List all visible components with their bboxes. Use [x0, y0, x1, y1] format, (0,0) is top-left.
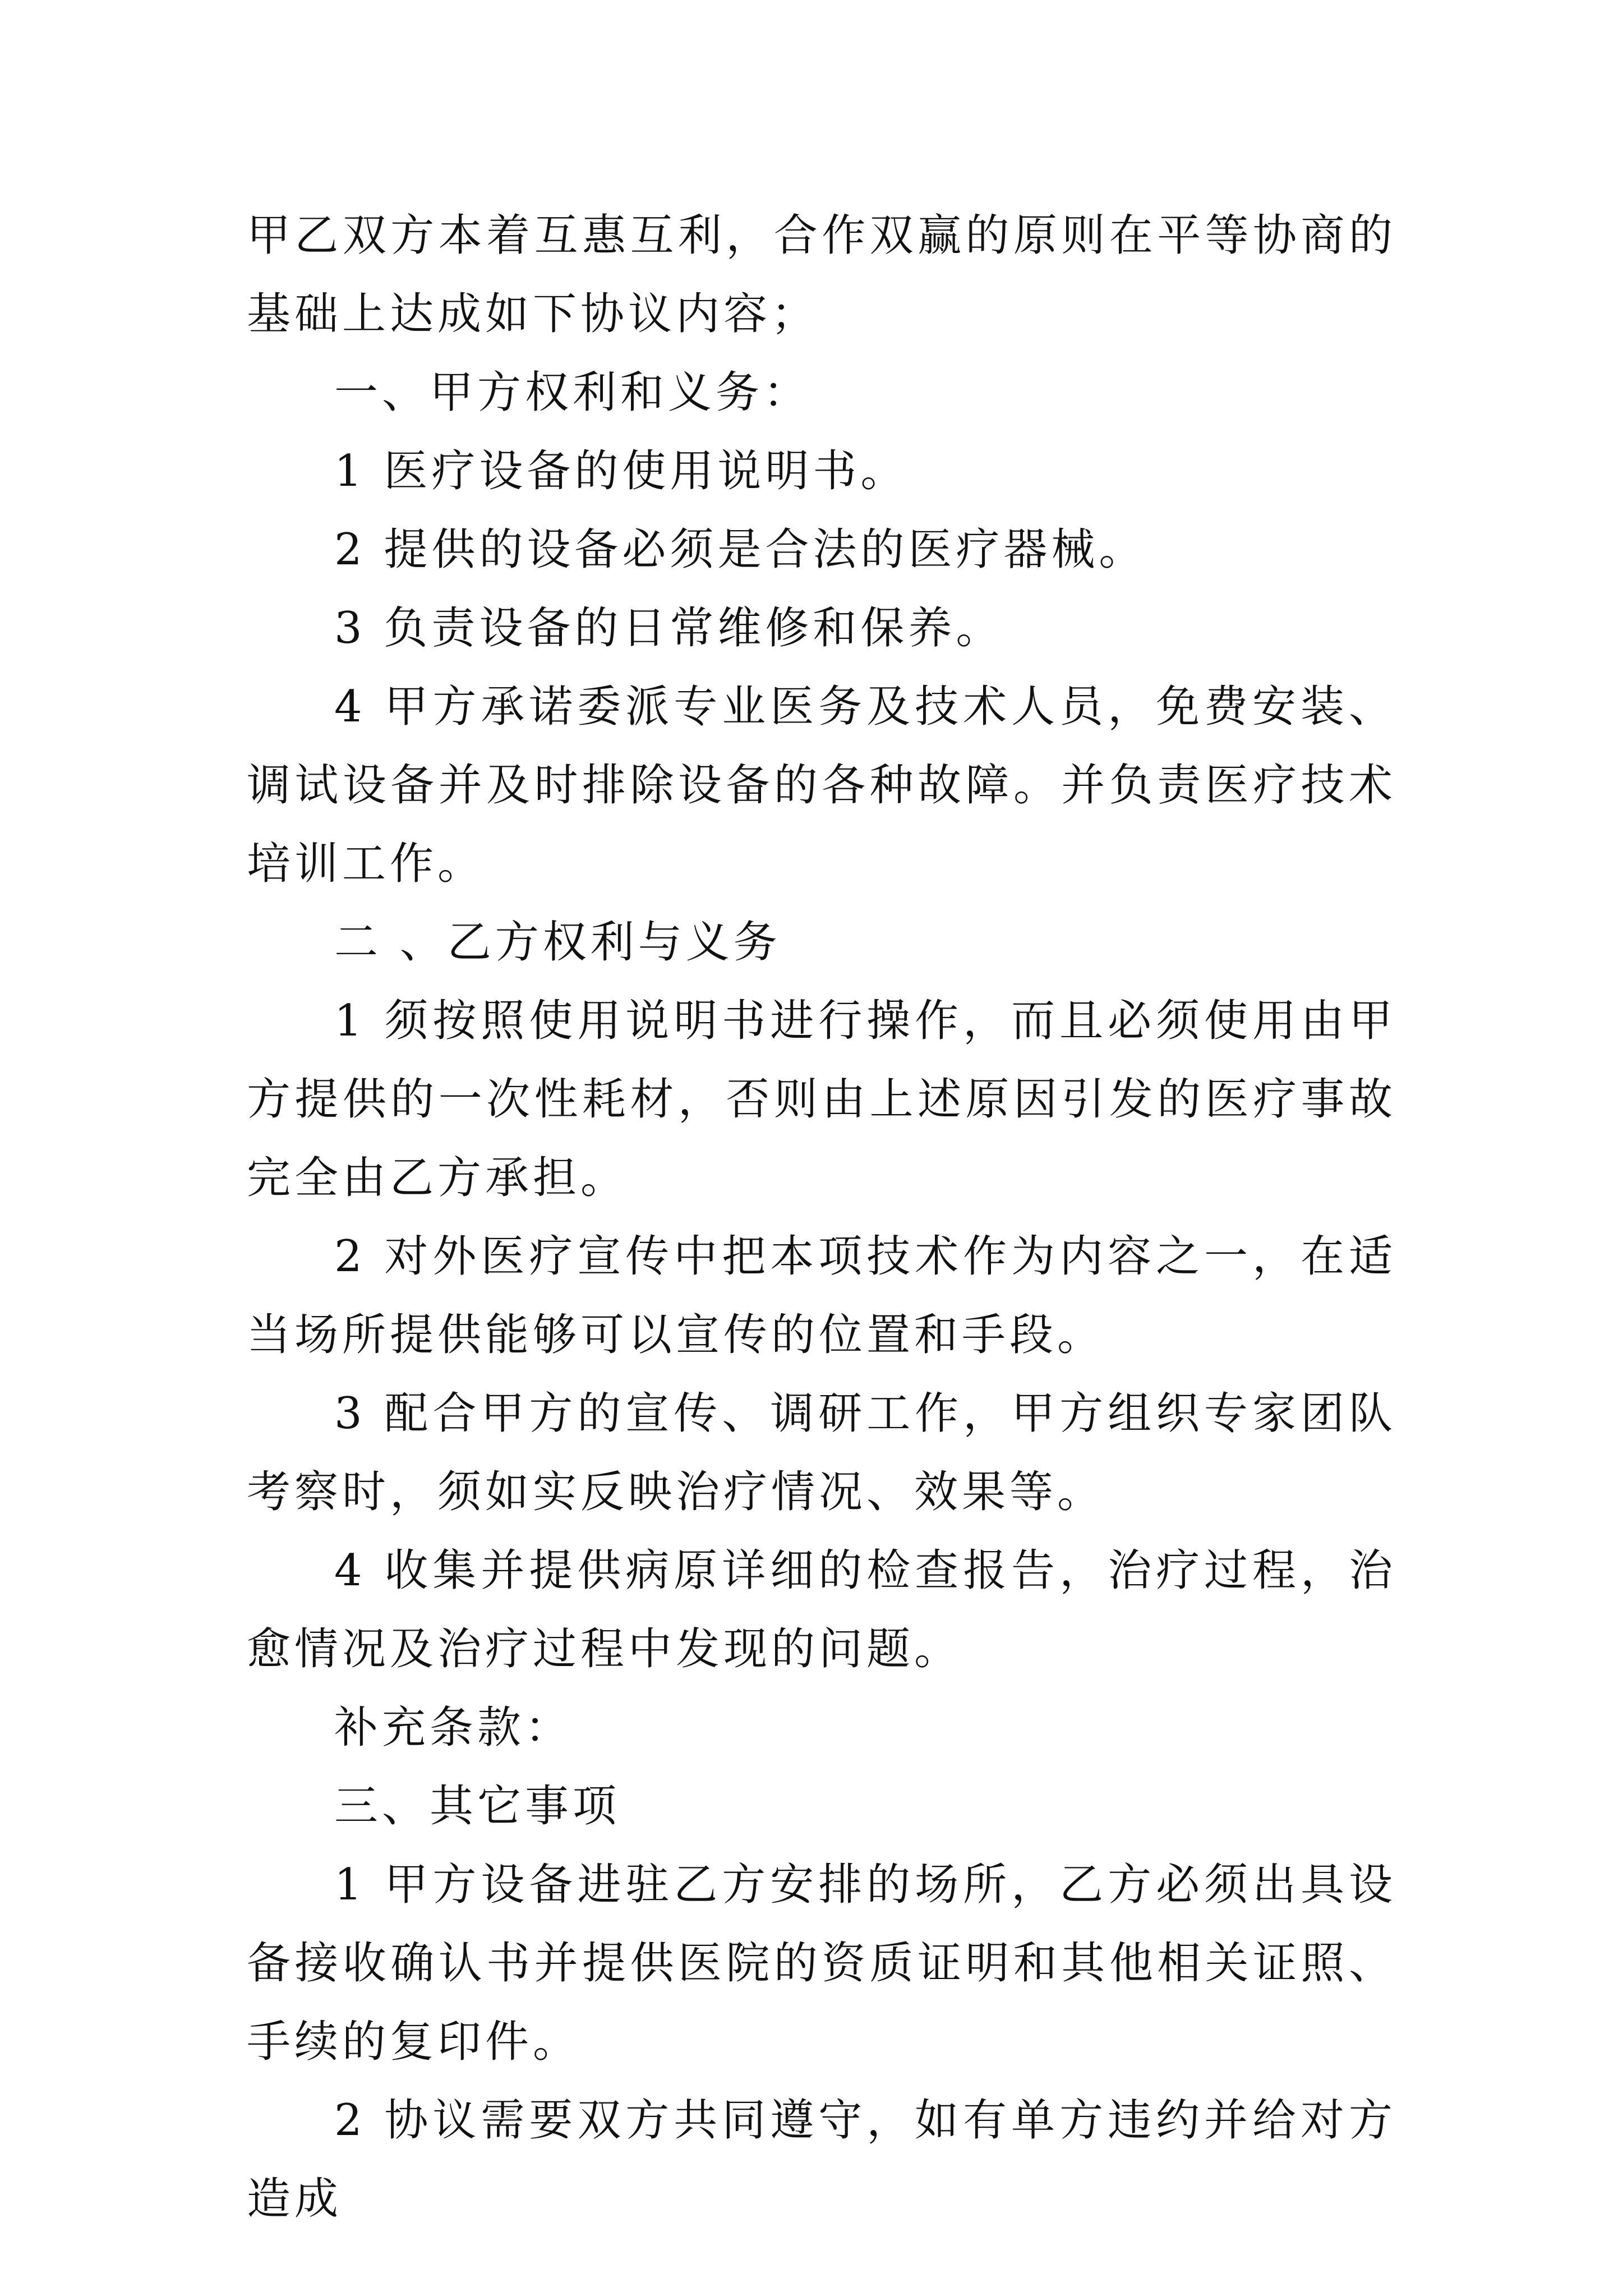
- supplementary-terms-heading: 补充条款：: [334, 1703, 573, 1753]
- clause-a-2: 2 提供的设备必须是合法的医疗器械。: [334, 524, 1147, 575]
- clause-b-4: 4 收集并提供病原详细的检查报告，治疗过程，治愈情况及治疗过程中发现的问题。: [247, 1545, 1396, 1674]
- clause-b-1: 1 须按照使用说明书进行操作，而且必须使用由甲方提供的一次性耗材，否则由上述原因引发的医疗事故完全由乙方承担。: [247, 996, 1396, 1203]
- clause-a-1: 1 医疗设备的使用说明书。: [334, 446, 909, 496]
- clause-c-1: 1 甲方设备进驻乙方安排的场所，乙方必须出具设备接收确认书并提供医院的资质证明和其他相关证照、手续的复印件。: [247, 1860, 1396, 2067]
- paragraph-intro: 甲乙双方本着互惠互利，合作双赢的原则在平等协商的基础上达成如下协议内容；: [247, 210, 1396, 339]
- document-body: [247, 196, 1396, 2238]
- section-heading-other-matters: 三、其它事项: [334, 1781, 621, 1832]
- section-heading-party-a: 一、甲方权利和义务：: [334, 367, 811, 418]
- clause-c-2: 2 协议需要双方共同遵守，如有单方违约并给对方造成: [247, 2095, 1396, 2224]
- clause-a-4: 4 甲方承诺委派专业医务及技术人员，免费安装、调试设备并及时排除设备的各种故障。并负责医疗技术培训工作。: [247, 682, 1396, 889]
- section-heading-party-b: 二 、乙方权利与义务: [334, 917, 781, 968]
- clause-b-2: 2 对外医疗宣传中把本项技术作为内容之一，在适当场所提供能够可以宣传的位置和手段。: [247, 1231, 1396, 1360]
- clause-a-3: 3 负责设备的日常维修和保养。: [334, 603, 1004, 654]
- clause-b-3: 3 配合甲方的宣传、调研工作，甲方组织专家团队考察时，须如实反映治疗情况、效果等。: [247, 1388, 1396, 1517]
